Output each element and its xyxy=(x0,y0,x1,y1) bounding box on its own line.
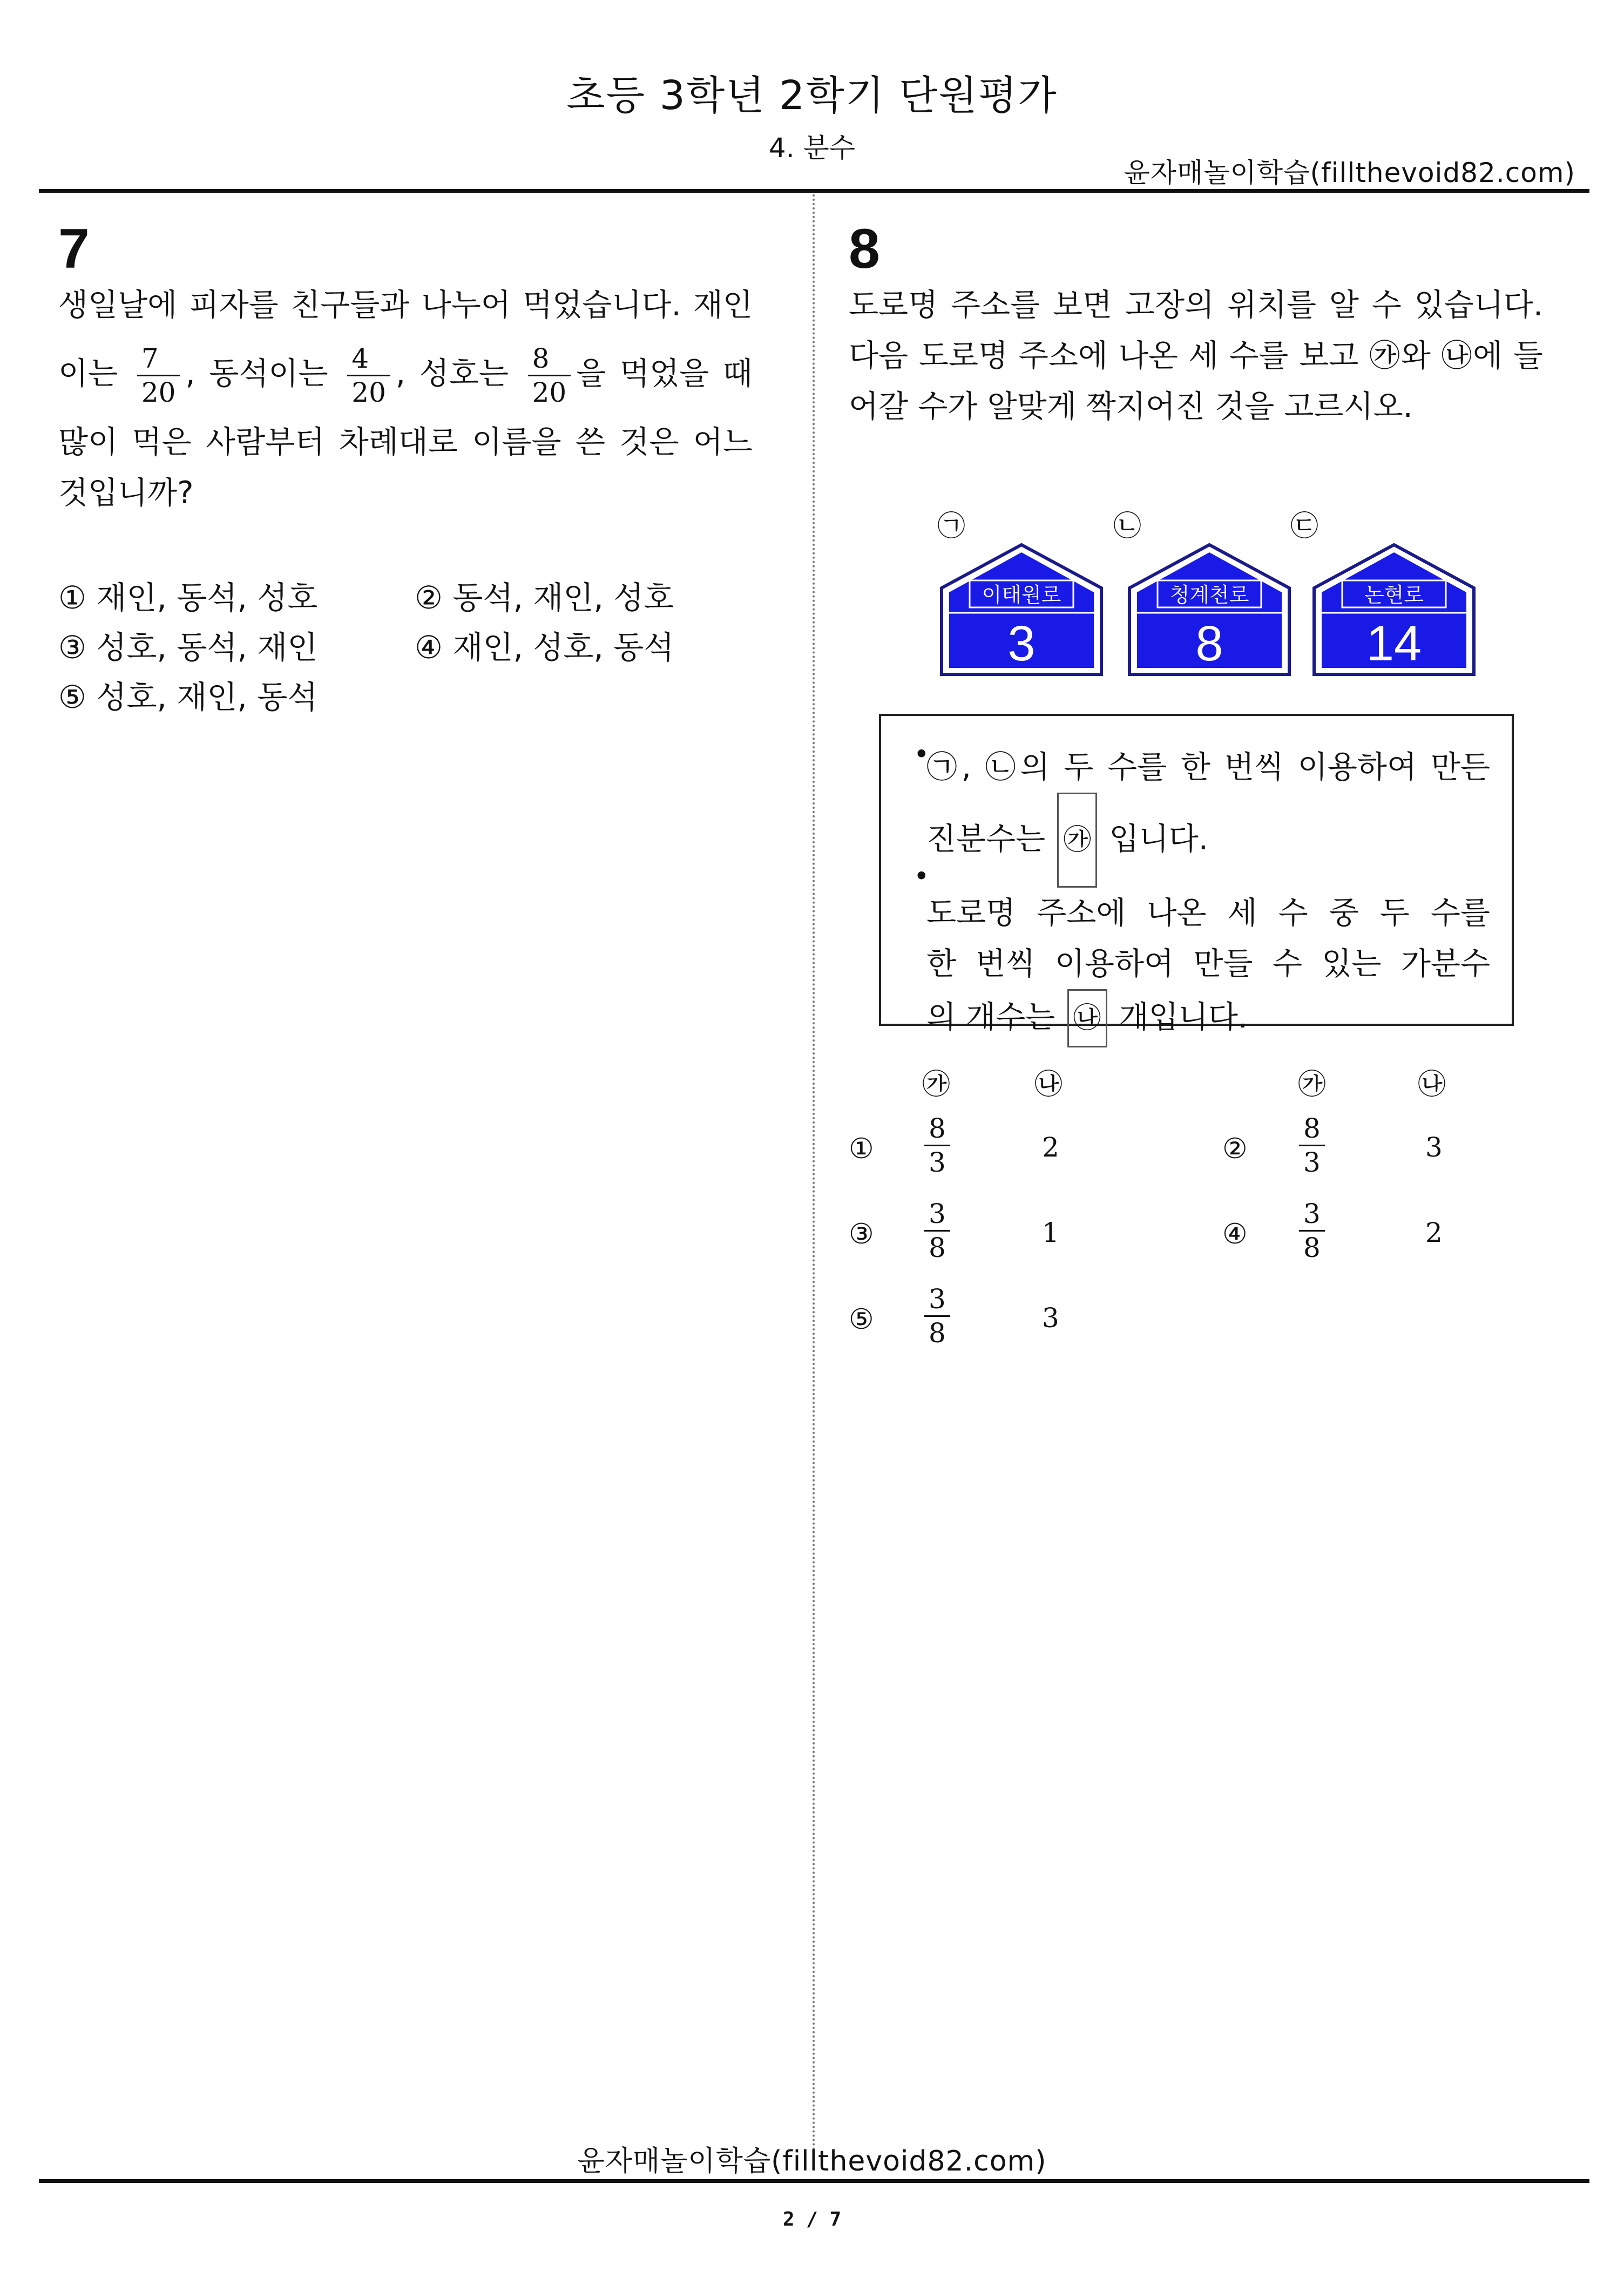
road-sign-1 xyxy=(942,545,1101,674)
bullet-2-line-3 xyxy=(926,989,1490,1047)
road-name-1: 이태원로 xyxy=(982,583,1061,607)
sign-label-3: ㉢ xyxy=(1290,510,1319,543)
fraction-num: 4 xyxy=(351,342,369,374)
fraction-sungho xyxy=(528,342,571,409)
unit-subtitle: 4. 분수 xyxy=(768,132,856,164)
bullet-1-line-2 xyxy=(926,793,1490,888)
question-7-text xyxy=(58,280,753,518)
road-name-2: 청계천로 xyxy=(1169,583,1249,607)
bullet-1-text: 진분수는 xyxy=(926,821,1046,857)
answer-header-ga-left: ㉮ xyxy=(922,1069,951,1101)
question-8-number: 8 xyxy=(849,218,880,280)
q7-line-4: 것입니까? xyxy=(58,475,194,511)
sign-label-2: ㉡ xyxy=(1113,510,1142,543)
q8-choice-1-count: 2 xyxy=(1042,1132,1059,1163)
q7-choice-2[interactable]: ② 동석, 재인, 성호 xyxy=(415,579,674,616)
q7-text-c: , 성호는 xyxy=(395,356,509,391)
page-number: 2 / 7 xyxy=(782,2208,842,2230)
q8-choice-4-mark[interactable]: ④ xyxy=(1222,1218,1248,1250)
bullet-2-text: 의 개수는 xyxy=(926,999,1055,1035)
fraction-num: 8 xyxy=(532,342,550,374)
q7-choice-1[interactable]: ① 재인, 동석, 성호 xyxy=(58,579,318,616)
fraction-num: 8 xyxy=(929,1113,946,1144)
page-title: 초등 3학년 2학기 단원평가 xyxy=(566,72,1058,119)
q8-choice-2-fraction xyxy=(1299,1112,1325,1179)
answer-box-na: ㉯ xyxy=(1067,989,1107,1047)
header-rule xyxy=(39,189,1589,193)
q8-choice-3-fraction xyxy=(924,1198,950,1264)
fraction-den: 3 xyxy=(1299,1145,1325,1179)
q8-choice-3-count: 1 xyxy=(1042,1217,1059,1248)
bullet-2-line-1: 도로명 주소에 나온 세 수 중 두 수를 xyxy=(926,895,1490,931)
road-sign-3 xyxy=(1314,545,1474,674)
q7-choice-5[interactable]: ⑤ 성호, 재인, 동석 xyxy=(58,679,318,715)
q8-line-3: 어갈 수가 알맞게 짝지어진 것을 고르시오. xyxy=(849,389,1413,424)
q7-choice-4[interactable]: ④ 재인, 성호, 동석 xyxy=(415,629,674,666)
q7-text-a: 이는 xyxy=(58,356,118,391)
q7-text-b: , 동석이는 xyxy=(185,356,328,391)
footer-rule xyxy=(39,2179,1589,2183)
fraction-den: 20 xyxy=(528,375,571,409)
fraction-den: 8 xyxy=(924,1315,950,1349)
answer-header-ga-right: ㉮ xyxy=(1298,1069,1327,1101)
road-number-1: 3 xyxy=(1007,616,1036,671)
q7-choice-3[interactable]: ③ 성호, 동석, 재인 xyxy=(58,629,318,666)
question-8-text xyxy=(849,280,1543,432)
bullet-2-line-2: 한 번씩 이용하여 만들 수 있는 가분수 xyxy=(926,946,1490,982)
answer-header-na-right: ㉯ xyxy=(1418,1069,1446,1101)
road-signs xyxy=(939,543,1479,678)
fraction-num: 8 xyxy=(1303,1113,1321,1144)
q7-line-3: 많이 먹은 사람부터 차례대로 이름을 쓴 것은 어느 xyxy=(58,424,753,460)
q8-line-2: 다음 도로명 주소에 나온 세 수를 보고 ㉮와 ㉯에 들 xyxy=(849,338,1543,374)
footer-brand: 윤자매놀이학습(fillthevoid82.com) xyxy=(577,2145,1047,2178)
road-number-2: 8 xyxy=(1195,616,1223,671)
bullet-2-end: 개입니다. xyxy=(1119,999,1248,1035)
bullet-1-line-1: ㉠, ㉡의 두 수를 한 번씩 이용하여 만든 xyxy=(926,749,1490,785)
q8-choice-1-mark[interactable]: ① xyxy=(849,1133,874,1165)
q7-line-2 xyxy=(58,330,753,417)
fraction-num: 3 xyxy=(929,1198,946,1229)
fraction-den: 8 xyxy=(924,1230,950,1264)
bullet-dot: • xyxy=(914,861,930,892)
fraction-den: 20 xyxy=(347,375,390,409)
answer-box-ga: ㉮ xyxy=(1057,793,1097,888)
q8-choice-5-count: 3 xyxy=(1042,1302,1059,1334)
q8-choice-2-mark[interactable]: ② xyxy=(1222,1133,1248,1165)
q8-choice-4-count: 2 xyxy=(1425,1217,1443,1248)
fraction-den: 8 xyxy=(1299,1230,1325,1264)
column-divider xyxy=(813,194,815,2165)
road-number-3: 14 xyxy=(1366,616,1422,671)
bullet-1-end: 입니다. xyxy=(1109,821,1208,857)
q8-choice-4-fraction xyxy=(1299,1198,1325,1264)
q8-choice-5-fraction xyxy=(924,1283,950,1349)
q8-choice-3-mark[interactable]: ③ xyxy=(849,1218,874,1250)
fraction-dongseok xyxy=(347,342,390,409)
q8-choice-5-mark[interactable]: ⑤ xyxy=(849,1303,874,1336)
road-name-3: 논현로 xyxy=(1364,583,1424,607)
fraction-den: 20 xyxy=(137,375,180,409)
q7-text-d: 을 먹었을 때 xyxy=(576,356,753,391)
fraction-den: 3 xyxy=(924,1145,950,1179)
sign-label-1: ㉠ xyxy=(937,510,966,543)
answer-header-na-left: ㉯ xyxy=(1034,1069,1063,1101)
q8-choice-2-count: 3 xyxy=(1425,1132,1443,1163)
fraction-jaein xyxy=(137,342,180,409)
fraction-num: 7 xyxy=(141,342,159,374)
q8-line-1: 도로명 주소를 보면 고장의 위치를 알 수 있습니다. xyxy=(849,287,1543,323)
fraction-num: 3 xyxy=(1303,1198,1321,1229)
condition-box xyxy=(879,714,1514,1035)
fraction-num: 3 xyxy=(929,1283,946,1315)
q8-choice-1-fraction xyxy=(924,1112,950,1179)
bullet-dot: • xyxy=(914,739,930,770)
header-brand: 윤자매놀이학습(fillthevoid82.com) xyxy=(1124,157,1575,188)
q7-line-1: 생일날에 피자를 친구들과 나누어 먹었습니다. 재인 xyxy=(58,287,753,323)
road-sign-2 xyxy=(1129,545,1289,674)
question-7-number: 7 xyxy=(58,218,90,280)
